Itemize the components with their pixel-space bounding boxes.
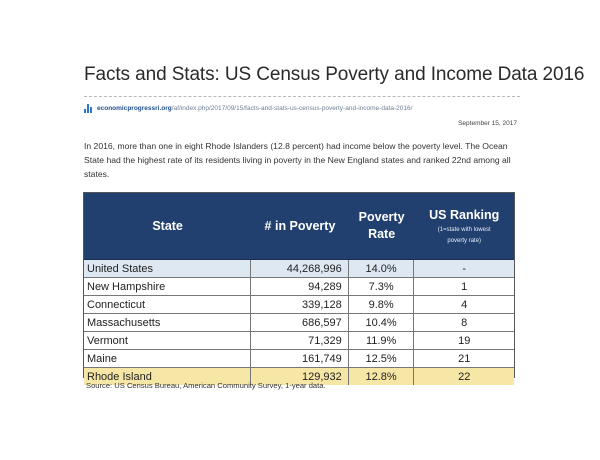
cell-ranking: 4 bbox=[461, 298, 468, 311]
table-header bbox=[84, 193, 514, 260]
table-row-maine bbox=[84, 350, 514, 368]
header-ranking-label: US Ranking bbox=[429, 207, 500, 222]
cell-poverty-count: 161,749 bbox=[251, 350, 349, 367]
table-row-united-states bbox=[84, 260, 514, 278]
cell-poverty-rate: 14.0% bbox=[349, 260, 415, 277]
table-row-massachusetts bbox=[84, 314, 514, 332]
publish-date: September 15, 2017 bbox=[458, 120, 517, 127]
header-ranking-note-line2: poverty rate) bbox=[447, 237, 482, 244]
cell-ranking: 22 bbox=[458, 370, 471, 383]
cell-ranking: 21 bbox=[458, 352, 471, 365]
cell-state: Massachusetts bbox=[84, 314, 251, 331]
cell-ranking: 1 bbox=[461, 280, 468, 293]
header-ranking bbox=[414, 193, 514, 259]
header-poverty-rate-line1: Poverty bbox=[358, 210, 405, 224]
cell-state: Vermont bbox=[84, 332, 251, 349]
cell-state: United States bbox=[84, 260, 251, 277]
header-poverty-count-label: # in Poverty bbox=[264, 218, 336, 233]
source-url[interactable] bbox=[84, 96, 520, 116]
header-poverty-count bbox=[251, 193, 349, 259]
cell-poverty-rate: 12.5% bbox=[349, 350, 415, 367]
cell-ranking: 8 bbox=[461, 316, 468, 329]
cell-poverty-count: 71,329 bbox=[251, 332, 349, 349]
table-row-vermont bbox=[84, 332, 514, 350]
poverty-table bbox=[83, 192, 515, 383]
cell-poverty-count: 686,597 bbox=[251, 314, 349, 331]
cell-poverty-count: 129,932 bbox=[251, 368, 349, 385]
header-state bbox=[84, 193, 251, 259]
cell-poverty-count: 339,128 bbox=[251, 296, 349, 313]
page-title: Facts and Stats: US Census Poverty and Income Data 2016 bbox=[84, 64, 585, 85]
cell-ranking: - bbox=[462, 262, 467, 275]
intro-paragraph: In 2016, more than one in eight Rhode Islanders (12.8 percent) had income below the poverty level. The Ocean State had the highest rate of its residents living in poverty in the New England states and ranked 22nd among all states. bbox=[84, 141, 511, 179]
cell-poverty-rate: 11.9% bbox=[349, 332, 415, 349]
cell-state: New Hampshire bbox=[84, 278, 251, 295]
bar-chart-icon bbox=[84, 104, 93, 113]
header-poverty-rate-line2: Rate bbox=[368, 227, 396, 241]
cell-state: Maine bbox=[84, 350, 251, 367]
header-ranking-note-line1: (1=state with lowest bbox=[437, 226, 491, 233]
table-row-connecticut bbox=[84, 296, 514, 314]
cell-state: Connecticut bbox=[84, 296, 251, 313]
cell-poverty-rate: 7.3% bbox=[349, 278, 415, 295]
url-path[interactable]: /af/index.php/2017/09/15/facts-and-stats-us-census-poverty-and-income-data-2016/ bbox=[171, 104, 413, 112]
header-poverty-rate bbox=[349, 193, 415, 259]
url-domain[interactable]: economicprogressri.org bbox=[97, 104, 172, 112]
cell-state: Rhode Island bbox=[84, 368, 251, 385]
cell-poverty-rate: 10.4% bbox=[349, 314, 415, 331]
cell-ranking: 19 bbox=[458, 334, 471, 347]
header-state-label: State bbox=[152, 218, 183, 233]
cell-poverty-count: 44,268,996 bbox=[251, 260, 349, 277]
cell-poverty-count: 94,289 bbox=[251, 278, 349, 295]
table-row-new-hampshire bbox=[84, 278, 514, 296]
cell-poverty-rate: 9.8% bbox=[349, 296, 415, 313]
cell-poverty-rate: 12.8% bbox=[349, 368, 415, 385]
source-note: Source: US Census Bureau, American Community Survey, 1-year data. bbox=[86, 381, 326, 390]
